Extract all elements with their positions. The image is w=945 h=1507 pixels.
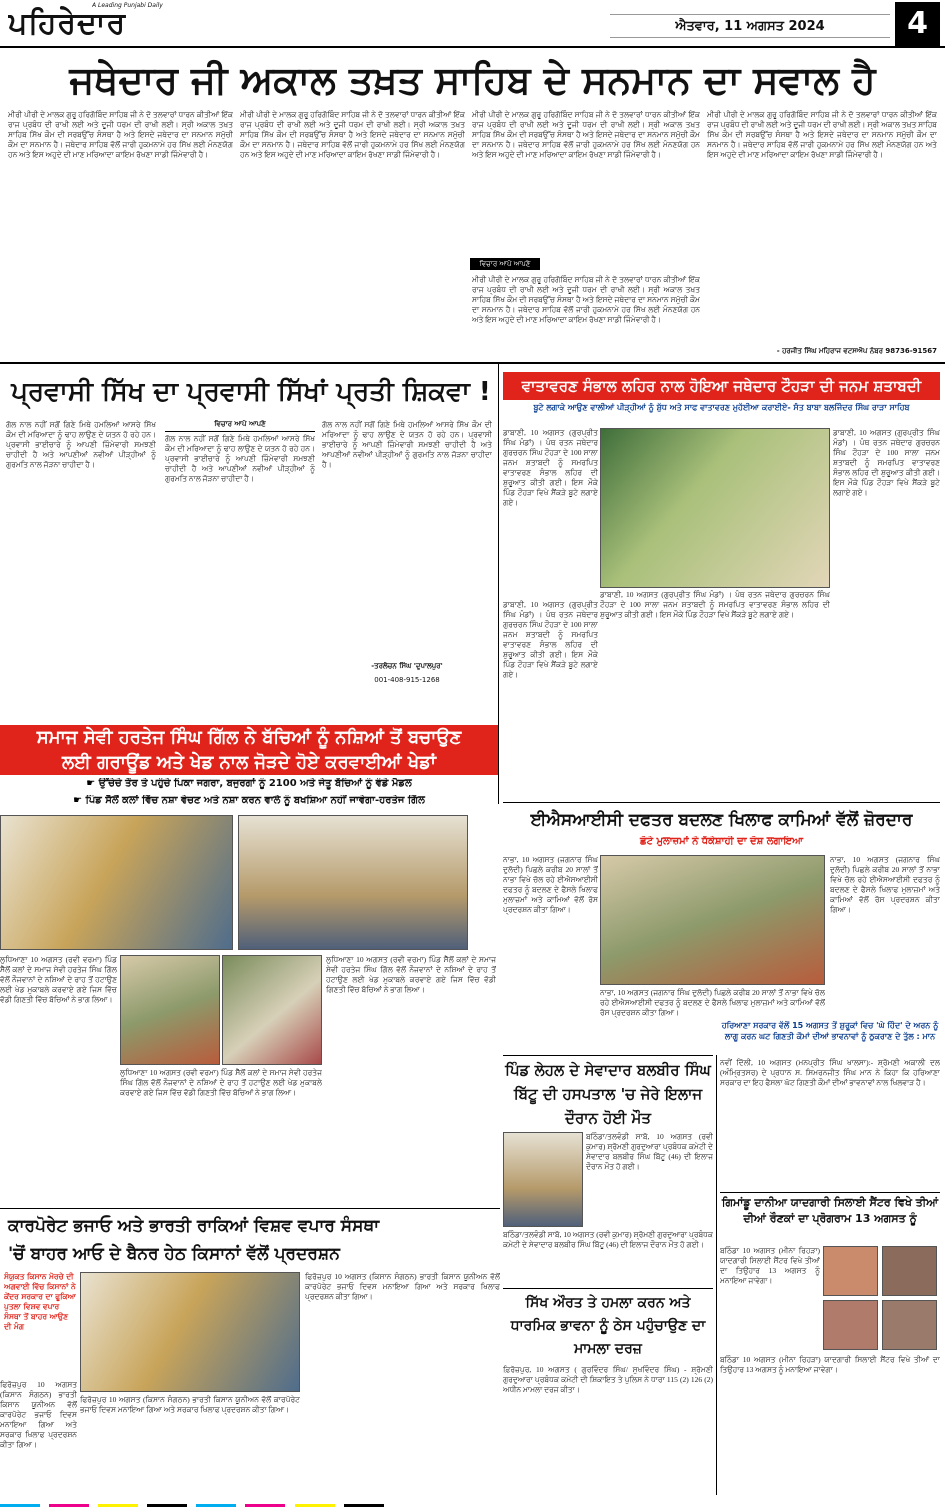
masthead-logo: ਪਹਿਰੇਦਾਰ xyxy=(8,6,127,41)
lead-headline: ਜਥੇਦਾਰ ਜੀ ਅਕਾਲ ਤਖ਼ਤ ਸਾਹਿਬ ਦੇ ਸਨਮਾਨ ਦਾ ਸਵਾਲ ਹੈ xyxy=(69,58,876,102)
masthead-tagline: A Leading Punjabi Daily xyxy=(92,2,163,9)
section5-col-1: ਨਾਭਾ, 10 ਅਗਸਤ (ਜਗਨਾਰ ਸਿੰਘ ਦੁਲੱਦੀ) ਪਿਛਲੇ ਕਰੀਬ 20 ਸਾਲਾਂ ਤੋਂ ਨਾਭਾ ਵਿਖੇ ਚੱਲ ਰਹੇ ਈਐਸਆਈਸੀ ਦਫਤਰ ਨੂੰ ਬਦਲਣ ਦੇ ਫੈਸਲੇ ਖਿਲਾਫ ਮੁਲਾਜ਼ਮਾਂ ਅਤੇ ਕਾਮਿਆਂ ਵੱਲੋਂ ਰੋਸ ਪ੍ਰਦਰਸ਼ਨ ਕੀਤਾ ਗਿਆ। xyxy=(503,855,598,914)
section8-headline: ਸਿੱਖ ਔਰਤ ਤੇ ਹਮਲਾ ਕਰਨ ਅਤੇ ਧਾਰਮਿਕ ਭਾਵਨਾ ਨੂੰ ਠੇਸ ਪਹੁੰਚਾਉਣ ਦਾ ਮਾਮਲਾ ਦਰਜ਼ xyxy=(510,1295,706,1357)
section-divider-4 xyxy=(0,1208,500,1209)
masthead-divider xyxy=(0,46,945,48)
section4-photo-award xyxy=(120,955,220,1065)
section4-banner-line1: ਸਮਾਜ ਸੇਵੀ ਹਰਤੇਜ ਸਿੰਘ ਗਿੱਲ ਨੇ ਬੱਚਿਆਂ ਨੂੰ ਨਸ਼ਿਆਂ ਤੋਂ ਬਚਾਉਣ xyxy=(36,727,462,748)
section10-portrait-4 xyxy=(882,1300,937,1350)
lead-body-col-4: ਮੀਰੀ ਪੀਰੀ ਦੇ ਮਾਲਕ ਗੁਰੂ ਹਰਿਗੋਬਿੰਦ ਸਾਹਿਬ ਜੀ ਨੇ ਦੋ ਤਲਵਾਰਾਂ ਧਾਰਨ ਕੀਤੀਆਂ ਇੱਕ ਰਾਜ ਪ੍ਰਬੰਧ ਦੀ ਰਾਖੀ ਲਈ ਅਤੇ ਦੂਜੀ ਧਰਮ ਦੀ ਰਾਖੀ ਲਈ। ਸ੍ਰੀ ਅਕਾਲ ਤਖ਼ਤ ਸਾਹਿਬ ਸਿੱਖ ਕੌਮ ਦੀ ਸਰਬਉੱਚ ਸੰਸਥਾ ਹੈ ਅਤੇ ਇਸਦੇ ਜਥੇਦਾਰ ਦਾ ਸਨਮਾਨ ਸਮੁੱਚੀ ਕੌਮ ਦਾ ਸਨਮਾਨ ਹੈ। ਜਥੇਦਾਰ ਸਾਹਿਬ ਵੱਲੋਂ ਜਾਰੀ ਹੁਕਮਨਾਮੇ ਹਰ ਸਿੱਖ ਲਈ ਮੰਨਣਯੋਗ ਹਨ ਅਤੇ ਇਸ ਅਹੁਦੇ ਦੀ ਮਾਣ ਮਰਿਆਦਾ ਕਾਇਮ ਰੱਖਣਾ ਸਾਡੀ ਜਿੰਮੇਵਾਰੀ ਹੈ। xyxy=(707,110,937,159)
section10-portrait-3 xyxy=(823,1300,878,1350)
section2-col-1: ਗੱਲ ਨਾਲ ਨਹੀਂ ਸਗੋਂ ਗਿਣੇ ਮਿਥੇ ਹਮਲਿਆਂ ਆਸਰੇ ਸਿੱਖ ਕੌਮ ਦੀ ਮਰਿਆਦਾ ਨੂੰ ਢਾਹ ਲਾਉਣ ਦੇ ਯਤਨ ਹੋ ਰਹੇ ਹਨ। ਪ੍ਰਵਾਸੀ ਭਾਈਚਾਰੇ ਨੂੰ ਆਪਣੀ ਜ਼ਿੰਮੇਵਾਰੀ ਸਮਝਣੀ ਚਾਹੀਦੀ ਹੈ ਅਤੇ ਆਪਣੀਆਂ ਨਵੀਆਂ ਪੀੜ੍ਹੀਆਂ ਨੂੰ ਗੁਰਮਤਿ ਨਾਲ ਜੋੜਨਾ ਚਾਹੀਦਾ ਹੈ। xyxy=(6,420,156,469)
section7-headline-line1: ਕਾਰਪੋਰੇਟ ਭਜਾਓ ਅਤੇ ਭਾਰਤੀ ਰਾਕਿਆਂ ਵਿਸ਼ਵ ਵਪਾਰ ਸੰਸਥਾ xyxy=(8,1216,380,1236)
section7-photo-protest xyxy=(80,1272,300,1392)
lead-author: - ਹਰਜੀਤ ਸਿੰਘ ਮਹਿਰਾਜ ਵਟਸਐਪ ਨੰਬਰ 98736-91567 xyxy=(776,347,937,355)
section10-headline: ਗਿਮਾਂਡੂ ਦਾਨੀਆ ਯਾਦਗਾਰੀ ਸਿਲਾਈ ਸੈਂਟਰ ਵਿਖੇ ਤੀਆਂ ਦੀਆਂ ਰੌਣਕਾਂ ਦਾ ਪ੍ਰੋਗਰਾਮ 13 ਅਗਸਤ ਨੂੰ xyxy=(721,1196,939,1225)
section9-body: ਨਵੀਂ ਦਿੱਲੀ, 10 ਅਗਸਤ (ਮਨਪ੍ਰੀਤ ਸਿੰਘ ਖਾਲਸਾ):- ਸ਼੍ਰੋਮਣੀ ਅਕਾਲੀ ਦਲ (ਅੰਮ੍ਰਿਤਸਰ) ਦੇ ਪ੍ਰਧਾਨ ਸ. ਸਿਮਰਨਜੀਤ ਸਿੰਘ ਮਾਨ ਨੇ ਕਿਹਾ ਕਿ ਹਰਿਆਣਾ ਸਰਕਾਰ ਦਾ ਇਹ ਫੈਸਲਾ ਘੱਟ ਗਿਣਤੀ ਕੌਮਾਂ ਦੀਆਂ ਭਾਵਨਾਵਾਂ ਨਾਲ ਖਿਲਵਾੜ ਹੈ। xyxy=(720,1058,940,1087)
section4-banner-line2: ਲਈ ਗਰਾਊਂਡ ਅਤੇ ਖੇਡ ਨਾਲ ਜੋੜਦੇ ਹੋਏ ਕਰਵਾਈਆਂ ਖੇਡਾਂ xyxy=(61,752,437,773)
lead-body-col-3b: ਮੀਰੀ ਪੀਰੀ ਦੇ ਮਾਲਕ ਗੁਰੂ ਹਰਿਗੋਬਿੰਦ ਸਾਹਿਬ ਜੀ ਨੇ ਦੋ ਤਲਵਾਰਾਂ ਧਾਰਨ ਕੀਤੀਆਂ ਇੱਕ ਰਾਜ ਪ੍ਰਬੰਧ ਦੀ ਰਾਖੀ ਲਈ ਅਤੇ ਦੂਜੀ ਧਰਮ ਦੀ ਰਾਖੀ ਲਈ। ਸ੍ਰੀ ਅਕਾਲ ਤਖ਼ਤ ਸਾਹਿਬ ਸਿੱਖ ਕੌਮ ਦੀ ਸਰਬਉੱਚ ਸੰਸਥਾ ਹੈ ਅਤੇ ਇਸਦੇ ਜਥੇਦਾਰ ਦਾ ਸਨਮਾਨ ਸਮੁੱਚੀ ਕੌਮ ਦਾ ਸਨਮਾਨ ਹੈ। ਜਥੇਦਾਰ ਸਾਹਿਬ ਵੱਲੋਂ ਜਾਰੀ ਹੁਕਮਨਾਮੇ ਹਰ ਸਿੱਖ ਲਈ ਮੰਨਣਯੋਗ ਹਨ ਅਤੇ ਇਸ ਅਹੁਦੇ ਦੀ ਮਾਣ ਮਰਿਆਦਾ ਕਾਇਮ ਰੱਖਣਾ ਸਾਡੀ ਜਿੰਮੇਵਾਰੀ ਹੈ। xyxy=(472,275,700,324)
lead-body-col-2: ਮੀਰੀ ਪੀਰੀ ਦੇ ਮਾਲਕ ਗੁਰੂ ਹਰਿਗੋਬਿੰਦ ਸਾਹਿਬ ਜੀ ਨੇ ਦੋ ਤਲਵਾਰਾਂ ਧਾਰਨ ਕੀਤੀਆਂ ਇੱਕ ਰਾਜ ਪ੍ਰਬੰਧ ਦੀ ਰਾਖੀ ਲਈ ਅਤੇ ਦੂਜੀ ਧਰਮ ਦੀ ਰਾਖੀ ਲਈ। ਸ੍ਰੀ ਅਕਾਲ ਤਖ਼ਤ ਸਾਹਿਬ ਸਿੱਖ ਕੌਮ ਦੀ ਸਰਬਉੱਚ ਸੰਸਥਾ ਹੈ ਅਤੇ ਇਸਦੇ ਜਥੇਦਾਰ ਦਾ ਸਨਮਾਨ ਸਮੁੱਚੀ ਕੌਮ ਦਾ ਸਨਮਾਨ ਹੈ। ਜਥੇਦਾਰ ਸਾਹਿਬ ਵੱਲੋਂ ਜਾਰੀ ਹੁਕਮਨਾਮੇ ਹਰ ਸਿੱਖ ਲਈ ਮੰਨਣਯੋਗ ਹਨ ਅਤੇ ਇਸ ਅਹੁਦੇ ਦੀ ਮਾਣ ਮਰਿਆਦਾ ਕਾਇਮ ਰੱਖਣਾ ਸਾਡੀ ਜਿੰਮੇਵਾਰੀ ਹੈ। xyxy=(240,110,465,159)
section2-col-2: ਗੱਲ ਨਾਲ ਨਹੀਂ ਸਗੋਂ ਗਿਣੇ ਮਿਥੇ ਹਮਲਿਆਂ ਆਸਰੇ ਸਿੱਖ ਕੌਮ ਦੀ ਮਰਿਆਦਾ ਨੂੰ ਢਾਹ ਲਾਉਣ ਦੇ ਯਤਨ ਹੋ ਰਹੇ ਹਨ। ਪ੍ਰਵਾਸੀ ਭਾਈਚਾਰੇ ਨੂੰ ਆਪਣੀ ਜ਼ਿੰਮੇਵਾਰੀ ਸਮਝਣੀ ਚਾਹੀਦੀ ਹੈ ਅਤੇ ਆਪਣੀਆਂ ਨਵੀਆਂ ਪੀੜ੍ਹੀਆਂ ਨੂੰ ਗੁਰਮਤਿ ਨਾਲ ਜੋੜਨਾ ਚਾਹੀਦਾ ਹੈ। xyxy=(165,434,315,483)
section7-col-3: ਫਿਰੋਜ਼ਪੁਰ 10 ਅਗਸਤ (ਕਿਸਾਨ ਸੰਗਠਨ) ਭਾਰਤੀ ਕਿਸਾਨ ਯੂਨੀਅਨ ਵੱਲੋਂ ਕਾਰਪੋਰੇਟ ਭਜਾਓ ਦਿਵਸ ਮਨਾਇਆ ਗਿਆ ਅਤੇ ਸਰਕਾਰ ਖਿਲਾਫ ਪ੍ਰਦਰਸ਼ਨ ਕੀਤਾ ਗਿਆ। xyxy=(305,1272,500,1301)
section4-photo-group xyxy=(238,815,468,950)
section4-col-2: ਲੁਧਿਆਣਾ 10 ਅਗਸਤ (ਰਵੀ ਵਰਮਾ) ਪਿੰਡ ਸੈੱਲੋਂ ਕਲਾਂ ਦੇ ਸਮਾਜ ਸੇਵੀ ਹਰਤੇਜ ਸਿੰਘ ਗਿੱਲ ਵੱਲੋਂ ਨੌਜਵਾਨਾਂ ਦੇ ਨਸ਼ਿਆਂ ਦੇ ਰਾਹ ਤੋਂ ਹਟਾਉਣ ਲਈ ਖੇਡ ਮੁਕਾਬਲੇ ਕਰਵਾਏ ਗਏ ਜਿਸ ਵਿੱਚ ਵੱਡੀ ਗਿਣਤੀ ਵਿੱਚ ਬੱਚਿਆਂ ਨੇ ਭਾਗ ਲਿਆ। xyxy=(120,1068,322,1097)
section5-col-3: ਨਾਭਾ, 10 ਅਗਸਤ (ਜਗਨਾਰ ਸਿੰਘ ਦੁਲੱਦੀ) ਪਿਛਲੇ ਕਰੀਬ 20 ਸਾਲਾਂ ਤੋਂ ਨਾਭਾ ਵਿਖੇ ਚੱਲ ਰਹੇ ਈਐਸਆਈਸੀ ਦਫਤਰ ਨੂੰ ਬਦਲਣ ਦੇ ਫੈਸਲੇ ਖਿਲਾਫ ਮੁਲਾਜ਼ਮਾਂ ਅਤੇ ਕਾਮਿਆਂ ਵੱਲੋਂ ਰੋਸ ਪ੍ਰਦਰਸ਼ਨ ਕੀਤਾ ਗਿਆ। xyxy=(830,855,940,914)
section6-col-1: ਬਠਿੰਡਾ/ਤਲਵੰਡੀ ਸਾਬੋ, 10 ਅਗਸਤ (ਰਵੀ ਕੁਮਾਰ) ਸ਼੍ਰੋਮਣੀ ਗੁਰਦੁਆਰਾ ਪ੍ਰਬੰਧਕ ਕਮੇਟੀ ਦੇ ਸੇਵਾਦਾਰ ਬਲਬੀਰ ਸਿੰਘ ਬਿੱਟੂ (46) ਦੀ ਇਲਾਜ ਦੌਰਾਨ ਮੌਤ ਹੋ ਗਈ। xyxy=(586,1132,713,1171)
section2-author: -ਤਰਲੋਚਨ ਸਿੰਘ 'ਦੁਪਾਲਪੁਰ' xyxy=(371,662,443,670)
section10-portrait-2 xyxy=(882,1246,937,1296)
section3-subtitle: ਬੂਟੇ ਲਗਾਕੇ ਆਉਣ ਵਾਲੀਆਂ ਪੀੜ੍ਹੀਆਂ ਨੂੰ ਸ਼ੁੱਧ ਅਤੇ ਸਾਫ ਵਾਤਾਵਰਣ ਮੁਹੱਈਆ ਕਰਾਈਏ- ਸੰਤ ਬਾਬਾ ਬਲਜਿੰਦਰ ਸਿੰਘ ਰਾੜਾ ਸਾਹਿਬ xyxy=(533,403,910,412)
lead-body-col-1: ਮੀਰੀ ਪੀਰੀ ਦੇ ਮਾਲਕ ਗੁਰੂ ਹਰਿਗੋਬਿੰਦ ਸਾਹਿਬ ਜੀ ਨੇ ਦੋ ਤਲਵਾਰਾਂ ਧਾਰਨ ਕੀਤੀਆਂ ਇੱਕ ਰਾਜ ਪ੍ਰਬੰਧ ਦੀ ਰਾਖੀ ਲਈ ਅਤੇ ਦੂਜੀ ਧਰਮ ਦੀ ਰਾਖੀ ਲਈ। ਸ੍ਰੀ ਅਕਾਲ ਤਖ਼ਤ ਸਾਹਿਬ ਸਿੱਖ ਕੌਮ ਦੀ ਸਰਬਉੱਚ ਸੰਸਥਾ ਹੈ ਅਤੇ ਇਸਦੇ ਜਥੇਦਾਰ ਦਾ ਸਨਮਾਨ ਸਮੁੱਚੀ ਕੌਮ ਦਾ ਸਨਮਾਨ ਹੈ। ਜਥੇਦਾਰ ਸਾਹਿਬ ਵੱਲੋਂ ਜਾਰੀ ਹੁਕਮਨਾਮੇ ਹਰ ਸਿੱਖ ਲਈ ਮੰਨਣਯੋਗ ਹਨ ਅਤੇ ਇਸ ਅਹੁਦੇ ਦੀ ਮਾਣ ਮਰਿਆਦਾ ਕਾਇਮ ਰੱਖਣਾ ਸਾਡੀ ਜਿੰਮੇਵਾਰੀ ਹੈ। xyxy=(8,110,233,159)
section4-photo-award-2 xyxy=(222,955,322,1065)
pointing-hand-icon: ☛ xyxy=(73,795,86,806)
section4-col-1: ਲੁਧਿਆਣਾ 10 ਅਗਸਤ (ਰਵੀ ਵਰਮਾ) ਪਿੰਡ ਸੈੱਲੋਂ ਕਲਾਂ ਦੇ ਸਮਾਜ ਸੇਵੀ ਹਰਤੇਜ ਸਿੰਘ ਗਿੱਲ ਵੱਲੋਂ ਨੌਜਵਾਨਾਂ ਦੇ ਨਸ਼ਿਆਂ ਦੇ ਰਾਹ ਤੋਂ ਹਟਾਉਣ ਲਈ ਖੇਡ ਮੁਕਾਬਲੇ ਕਰਵਾਏ ਗਏ ਜਿਸ ਵਿੱਚ ਵੱਡੀ ਗਿਣਤੀ ਵਿੱਚ ਬੱਚਿਆਂ ਨੇ ਭਾਗ ਲਿਆ। xyxy=(0,955,117,1004)
section7-sidebar-note: ਸੰਯੁਕਤ ਕਿਸਾਨ ਮੋਰਚੇ ਦੀ ਅਗਵਾਈ ਵਿੱਚ ਕਿਸਾਨਾਂ ਨੇ ਕੇਂਦਰ ਸਰਕਾਰ ਦਾ ਫੂਕਿਆ ਪੁਤਲਾ ਵਿਸ਼ਵ ਵਪਾਰ ਸੰਸਥਾ ਤੋਂ ਬਾਹਰ ਆਉਣ ਦੀ ਮੰਗ xyxy=(4,1272,76,1331)
pointing-hand-icon: ☛ xyxy=(86,778,99,789)
section3-photo-planting xyxy=(600,428,830,588)
section2-column-label: ਵਿਚਾਰ ਆਪੋ ਆਪਣੇ xyxy=(165,420,315,432)
vertical-divider-2 xyxy=(716,1055,717,1495)
section5-col-2: ਨਾਭਾ, 10 ਅਗਸਤ (ਜਗਨਾਰ ਸਿੰਘ ਦੁਲੱਦੀ) ਪਿਛਲੇ ਕਰੀਬ 20 ਸਾਲਾਂ ਤੋਂ ਨਾਭਾ ਵਿਖੇ ਚੱਲ ਰਹੇ ਈਐਸਆਈਸੀ ਦਫਤਰ ਨੂੰ ਬਦਲਣ ਦੇ ਫੈਸਲੇ ਖਿਲਾਫ ਮੁਲਾਜ਼ਮਾਂ ਅਤੇ ਕਾਮਿਆਂ ਵੱਲੋਂ ਰੋਸ ਪ੍ਰਦਰਸ਼ਨ ਕੀਤਾ ਗਿਆ। xyxy=(600,988,825,1017)
section5-headline: ਈਐਸਆਈਸੀ ਦਫਤਰ ਬਦਲਣ ਖਿਲਾਫ ਕਾਮਿਆਂ ਵੱਲੋਂ ਜ਼ੋਰਦਾਰ xyxy=(530,810,913,830)
section3-col-1b: ਡਾਬਾਣੀ, 10 ਅਗਸਤ (ਗੁਰਪ੍ਰੀਤ ਸਿੰਘ ਮੰਡਾਂ) । ਪੰਥ ਰਤਨ ਜਥੇਦਾਰ ਗੁਰਚਰਨ ਸਿੰਘ ਟੌਹੜਾ ਦੇ 100 ਸਾਲਾ ਜਨਮ ਸ਼ਤਾਬਦੀ ਨੂੰ ਸਮਰਪਿਤ ਵਾਤਾਵਰਣ ਸੰਭਾਲ ਲਹਿਰ ਦੀ ਸ਼ੁਰੂਆਤ ਕੀਤੀ ਗਈ। ਇਸ ਮੌਕੇ ਪਿੰਡ ਟੌਹੜਾ ਵਿਖੇ ਸੈਂਕੜੇ ਬੂਟੇ ਲਗਾਏ ਗਏ। xyxy=(503,600,598,679)
section7-col-2: ਫਿਰੋਜ਼ਪੁਰ 10 ਅਗਸਤ (ਕਿਸਾਨ ਸੰਗਠਨ) ਭਾਰਤੀ ਕਿਸਾਨ ਯੂਨੀਅਨ ਵੱਲੋਂ ਕਾਰਪੋਰੇਟ ਭਜਾਓ ਦਿਵਸ ਮਨਾਇਆ ਗਿਆ ਅਤੇ ਸਰਕਾਰ ਖਿਲਾਫ ਪ੍ਰਦਰਸ਼ਨ ਕੀਤਾ ਗਿਆ। xyxy=(80,1395,300,1414)
dateline: ਐਤਵਾਰ, 11 ਅਗਸਤ 2024 xyxy=(610,14,890,38)
section2-phone: 001-408-915-1268 xyxy=(374,676,440,684)
section3-col-1: ਡਾਬਾਣੀ, 10 ਅਗਸਤ (ਗੁਰਪ੍ਰੀਤ ਸਿੰਘ ਮੰਡਾਂ) । ਪੰਥ ਰਤਨ ਜਥੇਦਾਰ ਗੁਰਚਰਨ ਸਿੰਘ ਟੌਹੜਾ ਦੇ 100 ਸਾਲਾ ਜਨਮ ਸ਼ਤਾਬਦੀ ਨੂੰ ਸਮਰਪਿਤ ਵਾਤਾਵਰਣ ਸੰਭਾਲ ਲਹਿਰ ਦੀ ਸ਼ੁਰੂਆਤ ਕੀਤੀ ਗਈ। ਇਸ ਮੌਕੇ ਪਿੰਡ ਟੌਹੜਾ ਵਿਖੇ ਸੈਂਕੜੇ ਬੂਟੇ ਲਗਾਏ ਗਏ। xyxy=(503,428,598,507)
page-number: 4 xyxy=(895,2,940,46)
section3-col-2: ਡਾਬਾਣੀ, 10 ਅਗਸਤ (ਗੁਰਪ੍ਰੀਤ ਸਿੰਘ ਮੰਡਾਂ) । ਪੰਥ ਰਤਨ ਜਥੇਦਾਰ ਗੁਰਚਰਨ ਸਿੰਘ ਟੌਹੜਾ ਦੇ 100 ਸਾਲਾ ਜਨਮ ਸ਼ਤਾਬਦੀ ਨੂੰ ਸਮਰਪਿਤ ਵਾਤਾਵਰਣ ਸੰਭਾਲ ਲਹਿਰ ਦੀ ਸ਼ੁਰੂਆਤ ਕੀਤੀ ਗਈ। ਇਸ ਮੌਕੇ ਪਿੰਡ ਟੌਹੜਾ ਵਿਖੇ ਸੈਂਕੜੇ ਬੂਟੇ ਲਗਾਏ ਗਏ। xyxy=(600,590,830,619)
section10-col-2: ਬਠਿੰਡਾ 10 ਅਗਸਤ (ਮੀਨਾ ਰਿਹੜਾ) ਯਾਦਗਾਰੀ ਸਿਲਾਈ ਸੈਂਟਰ ਵਿਖੇ ਤੀਆਂ ਦਾ ਤਿਉਹਾਰ 13 ਅਗਸਤ ਨੂੰ ਮਨਾਇਆ ਜਾਵੇਗਾ। xyxy=(720,1355,940,1374)
section4-bullet-1-text: ਉੱਚੇਚੇ ਤੌਰ ਤੇ ਪਹੁੰਚੇ ਪਿਕਾ ਜਗਰਾ, ਬਜੁਰਗਾਂ ਨੂੰ 2100 ਅਤੇ ਜੇਤੂ ਬੱਚਿਆਂ ਨੂੰ ਵੰਡੇ ਮੈਡਲ xyxy=(98,778,412,789)
section-divider-5 xyxy=(503,1288,713,1289)
section4-col-3: ਲੁਧਿਆਣਾ 10 ਅਗਸਤ (ਰਵੀ ਵਰਮਾ) ਪਿੰਡ ਸੈੱਲੋਂ ਕਲਾਂ ਦੇ ਸਮਾਜ ਸੇਵੀ ਹਰਤੇਜ ਸਿੰਘ ਗਿੱਲ ਵੱਲੋਂ ਨੌਜਵਾਨਾਂ ਦੇ ਨਸ਼ਿਆਂ ਦੇ ਰਾਹ ਤੋਂ ਹਟਾਉਣ ਲਈ ਖੇਡ ਮੁਕਾਬਲੇ ਕਰਵਾਏ ਗਏ ਜਿਸ ਵਿੱਚ ਵੱਡੀ ਗਿਣਤੀ ਵਿੱਚ ਬੱਚਿਆਂ ਨੇ ਭਾਗ ਲਿਆ। xyxy=(326,955,496,994)
section4-bullet-2-text: ਪਿੰਡ ਸੈੱਲੋਂ ਕਲਾਂ ਵਿੱਚ ਨਸ਼ਾ ਵੇਚਣ ਅਤੇ ਨਸ਼ਾ ਕਰਨ ਵਾਲੇ ਨੂੰ ਬਖਸ਼ਿਆ ਨਹੀਂ ਜਾਵੇਗਾ-ਹਰਤੇਜ ਗਿੱਲ xyxy=(85,795,425,806)
section9-headline: ਹਰਿਆਣਾ ਸਰਕਾਰ ਵੱਲੋਂ 15 ਅਗਸਤ ਤੋਂ ਸ਼ੁਰੂਕਾਂ ਵਿਚ 'ਘੇ ਹਿੰਦ' ਦੇ ਅਰਨ ਨੂੰ ਲਾਗੂ ਕਰਨ ਘਟ ਗਿਣਤੀ ਕੌਮਾਂ ਦੀਆਂ ਭਾਵਨਾਵਾਂ ਨੂੰ ਠੁਕਰਾਣ ਦੇ ਤੁੱਲ : ਮਾਨ xyxy=(721,1021,939,1041)
section3-col-3: ਡਾਬਾਣੀ, 10 ਅਗਸਤ (ਗੁਰਪ੍ਰੀਤ ਸਿੰਘ ਮੰਡਾਂ) । ਪੰਥ ਰਤਨ ਜਥੇਦਾਰ ਗੁਰਚਰਨ ਸਿੰਘ ਟੌਹੜਾ ਦੇ 100 ਸਾਲਾ ਜਨਮ ਸ਼ਤਾਬਦੀ ਨੂੰ ਸਮਰਪਿਤ ਵਾਤਾਵਰਣ ਸੰਭਾਲ ਲਹਿਰ ਦੀ ਸ਼ੁਰੂਆਤ ਕੀਤੀ ਗਈ। ਇਸ ਮੌਕੇ ਪਿੰਡ ਟੌਹੜਾ ਵਿਖੇ ਸੈਂਕੜੇ ਬੂਟੇ ਲਗਾਏ ਗਏ। xyxy=(833,428,940,497)
print-color-bar xyxy=(0,1497,945,1507)
lead-column-label: ਵਿਚਾਰ ਆਪੋ ਆਪਣੇ xyxy=(470,258,540,270)
section6-headline: ਪਿੰਡ ਲੇਹਲ ਦੇ ਸੇਵਾਦਾਰ ਬਲਬੀਰ ਸਿੰਘ ਬਿੱਟੂ ਦੀ ਹਸਪਤਾਲ 'ਚ ਜੇਰੇ ਇਲਾਜ ਦੌਰਾਨ ਹੋਈ ਮੌਤ xyxy=(505,1061,711,1127)
section10-col-1: ਬਠਿੰਡਾ 10 ਅਗਸਤ (ਮੀਨਾ ਰਿਹੜਾ) ਯਾਦਗਾਰੀ ਸਿਲਾਈ ਸੈਂਟਰ ਵਿਖੇ ਤੀਆਂ ਦਾ ਤਿਉਹਾਰ 13 ਅਗਸਤ ਨੂੰ ਮਨਾਇਆ ਜਾਵੇਗਾ। xyxy=(720,1246,820,1285)
section6-col-2: ਬਠਿੰਡਾ/ਤਲਵੰਡੀ ਸਾਬੋ, 10 ਅਗਸਤ (ਰਵੀ ਕੁਮਾਰ) ਸ਼੍ਰੋਮਣੀ ਗੁਰਦੁਆਰਾ ਪ੍ਰਬੰਧਕ ਕਮੇਟੀ ਦੇ ਸੇਵਾਦਾਰ ਬਲਬੀਰ ਸਿੰਘ ਬਿੱਟੂ (46) ਦੀ ਇਲਾਜ ਦੌਰਾਨ ਮੌਤ ਹੋ ਗਈ। xyxy=(503,1230,713,1249)
section4-banner xyxy=(0,725,498,775)
section6-portrait xyxy=(503,1132,583,1227)
section4-bullet-2 xyxy=(4,795,494,811)
section4-bullet-1 xyxy=(4,778,494,794)
section2-headline: ਪ੍ਰਵਾਸੀ ਸਿੱਖ ਦਾ ਪ੍ਰਵਾਸੀ ਸਿੱਖਾਂ ਪ੍ਰਤੀ ਸ਼ਿਕਵਾ ! xyxy=(11,377,491,407)
lead-body-col-3: ਮੀਰੀ ਪੀਰੀ ਦੇ ਮਾਲਕ ਗੁਰੂ ਹਰਿਗੋਬਿੰਦ ਸਾਹਿਬ ਜੀ ਨੇ ਦੋ ਤਲਵਾਰਾਂ ਧਾਰਨ ਕੀਤੀਆਂ ਇੱਕ ਰਾਜ ਪ੍ਰਬੰਧ ਦੀ ਰਾਖੀ ਲਈ ਅਤੇ ਦੂਜੀ ਧਰਮ ਦੀ ਰਾਖੀ ਲਈ। ਸ੍ਰੀ ਅਕਾਲ ਤਖ਼ਤ ਸਾਹਿਬ ਸਿੱਖ ਕੌਮ ਦੀ ਸਰਬਉੱਚ ਸੰਸਥਾ ਹੈ ਅਤੇ ਇਸਦੇ ਜਥੇਦਾਰ ਦਾ ਸਨਮਾਨ ਸਮੁੱਚੀ ਕੌਮ ਦਾ ਸਨਮਾਨ ਹੈ। ਜਥੇਦਾਰ ਸਾਹਿਬ ਵੱਲੋਂ ਜਾਰੀ ਹੁਕਮਨਾਮੇ ਹਰ ਸਿੱਖ ਲਈ ਮੰਨਣਯੋਗ ਹਨ ਅਤੇ ਇਸ ਅਹੁਦੇ ਦੀ ਮਾਣ ਮਰਿਆਦਾ ਕਾਇਮ ਰੱਖਣਾ ਸਾਡੀ ਜਿੰਮੇਵਾਰੀ ਹੈ। xyxy=(472,110,700,159)
section7-headline-line2: 'ਚੋਂ ਬਾਹਰ ਆਓ ਦੇ ਬੈਨਰ ਹੇਠ ਕਿਸਾਨਾਂ ਵੱਲੋਂ ਪ੍ਰਦਰਸ਼ਨ xyxy=(8,1244,340,1264)
vertical-divider-1 xyxy=(498,364,499,804)
section10-portrait-1 xyxy=(823,1246,878,1296)
section8-body: ਫ਼ਿਰੋਜ਼ਪੁਰ, 10 ਅਗਸਤ ( ਗੁਰਵਿੰਦਰ ਸਿੰਘ/ ਸੁਖਵਿੰਦਰ ਸਿੰਘ) - ਸ਼੍ਰੋਮਣੀ ਗੁਰਦੁਆਰਾ ਪ੍ਰਬੰਧਕ ਕਮੇਟੀ ਦੀ ਸ਼ਿਕਾਇਤ ਤੇ ਪੁਲਿਸ ਨੇ ਧਾਰਾ 115 (2) 126 (2) ਅਧੀਨ ਮਾਮਲਾ ਦਰਜ ਕੀਤਾ। xyxy=(503,1365,713,1394)
section4-photo-kids xyxy=(0,815,233,950)
section5-photo-protest xyxy=(600,855,825,985)
section3-headline: ਵਾਤਾਵਰਣ ਸੰਭਾਲ ਲਹਿਰ ਨਾਲ ਹੋਇਆ ਜਥੇਦਾਰ ਟੌਹੜਾ ਦੀ ਜਨਮ ਸ਼ਤਾਬਦੀ xyxy=(503,372,940,400)
section2-col-3: ਗੱਲ ਨਾਲ ਨਹੀਂ ਸਗੋਂ ਗਿਣੇ ਮਿਥੇ ਹਮਲਿਆਂ ਆਸਰੇ ਸਿੱਖ ਕੌਮ ਦੀ ਮਰਿਆਦਾ ਨੂੰ ਢਾਹ ਲਾਉਣ ਦੇ ਯਤਨ ਹੋ ਰਹੇ ਹਨ। ਪ੍ਰਵਾਸੀ ਭਾਈਚਾਰੇ ਨੂੰ ਆਪਣੀ ਜ਼ਿੰਮੇਵਾਰੀ ਸਮਝਣੀ ਚਾਹੀਦੀ ਹੈ ਅਤੇ ਆਪਣੀਆਂ ਨਵੀਆਂ ਪੀੜ੍ਹੀਆਂ ਨੂੰ ਗੁਰਮਤਿ ਨਾਲ ਜੋੜਨਾ ਚਾਹੀਦਾ ਹੈ। xyxy=(322,420,492,469)
section-divider-2 xyxy=(503,802,940,803)
section-divider-3 xyxy=(503,1055,713,1056)
section-divider-6 xyxy=(720,1192,940,1193)
section7-col-1: ਫਿਰੋਜ਼ਪੁਰ 10 ਅਗਸਤ (ਕਿਸਾਨ ਸੰਗਠਨ) ਭਾਰਤੀ ਕਿਸਾਨ ਯੂਨੀਅਨ ਵੱਲੋਂ ਕਾਰਪੋਰੇਟ ਭਜਾਓ ਦਿਵਸ ਮਨਾਇਆ ਗਿਆ ਅਤੇ ਸਰਕਾਰ ਖਿਲਾਫ ਪ੍ਰਦਰਸ਼ਨ ਕੀਤਾ ਗਿਆ। xyxy=(0,1380,77,1449)
section7-headline xyxy=(0,1212,500,1268)
section-divider-1 xyxy=(0,362,945,364)
section5-subtitle: ਛੋਟੇ ਮੁਲਾਜ਼ਮਾਂ ਨੇ ਧੱਕੇਸ਼ਾਹੀ ਦਾ ਦੋਸ਼ ਲਗਾਇਆ xyxy=(640,836,803,847)
